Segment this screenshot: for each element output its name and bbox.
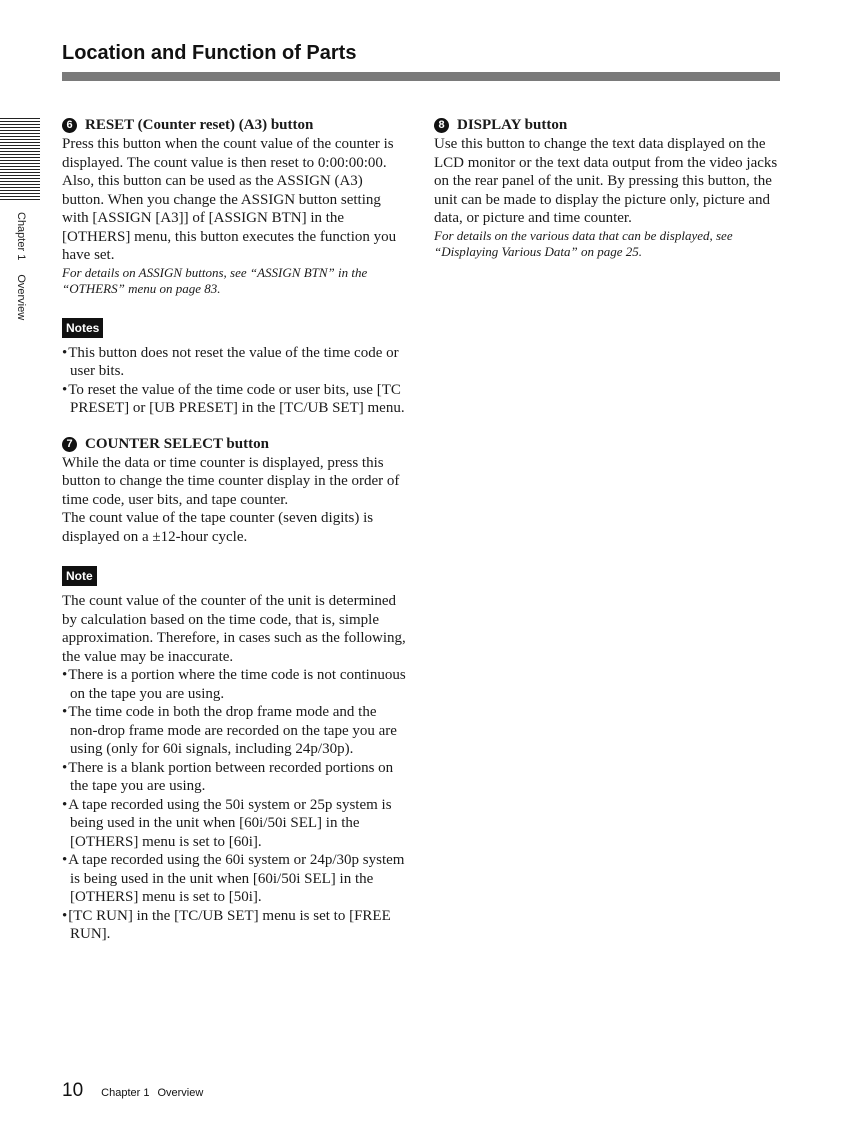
reset-heading <box>62 116 407 135</box>
display-reference: For details on the various data that can be displayed, see “Displaying Various Data” on page 25. <box>434 227 733 259</box>
counter-select-heading-text: COUNTER SELECT button <box>85 435 269 452</box>
notes-label: Notes <box>62 318 103 338</box>
page-title: Location and Function of Parts <box>62 42 357 64</box>
side-tab-chapter: Chapter 1 <box>15 212 27 261</box>
display-heading <box>434 116 780 135</box>
list-item: • There is a portion where the time code is not continuous on the tape you are using. <box>62 666 407 703</box>
note-paragraph: The count value of the counter of the unit is determined by calculation based on the time code, that is, simple approximation. Therefore, in cases such as the following, the value may be inaccurate. <box>62 593 406 665</box>
counter-select-heading <box>62 435 407 454</box>
page-number: 10 <box>62 1080 84 1101</box>
list-item: • To reset the value of the time code or user bits, use [TC PRESET] or [UB PRESET] in the [TC/UB SET] menu. <box>62 381 407 418</box>
display-description: Use this button to change the text data displayed on the LCD monitor or the text data output from the video jacks on the rear panel of the unit. By pressing this button, the unit can be made to display the picture only, picture and data, or picture and time counter. <box>434 136 778 226</box>
display-section <box>434 116 780 261</box>
list-item: • This button does not reset the value of the time code or user bits. <box>62 344 407 381</box>
chapter-tab-marker <box>0 118 40 200</box>
footer-section-label: Overview <box>157 1087 204 1099</box>
note-list <box>62 666 407 944</box>
list-item: • The time code in both the drop frame mode and the non-drop frame mode are recorded on the tape you are using (only for 60i signals, including 24p/30p). <box>62 703 407 759</box>
counter-select-section <box>62 435 407 547</box>
footer-chapter-label: Chapter 1 <box>101 1087 150 1099</box>
reset-section <box>62 116 407 298</box>
item-number-badge: 7 <box>62 437 77 452</box>
side-tab-section: Overview <box>15 274 27 321</box>
list-item: • A tape recorded using the 60i system or 24p/30p system is being used in the unit when [60i/50i SEL] in the [OTHERS] menu is set to [50i]. <box>62 851 407 907</box>
item-number-badge: 8 <box>434 118 449 133</box>
page-footer <box>62 1080 203 1102</box>
chapter-side-tab <box>15 212 27 320</box>
reset-heading-text: RESET (Counter reset) (A3) button <box>85 117 314 133</box>
counter-select-description: While the data or time counter is displayed, press this button to change the time counter display in the order of time code, user bits, and tape counter. <box>62 454 400 508</box>
reset-reference: For details on ASSIGN buttons, see “ASSIGN BTN” in the “OTHERS” menu on page 83. <box>62 264 368 296</box>
note-label: Note <box>62 566 97 586</box>
item-number-badge: 6 <box>62 118 77 133</box>
list-item: • [TC RUN] in the [TC/UB SET] menu is set to [FREE RUN]. <box>62 907 407 944</box>
notes-list <box>62 344 407 418</box>
notes-block <box>62 318 407 418</box>
footer-chapter <box>101 1087 203 1099</box>
right-column <box>434 116 780 261</box>
left-column <box>62 116 407 944</box>
list-item: • A tape recorded using the 50i system or 25p system is being used in the unit when [60i/50i SEL] in the [OTHERS] menu is set to [60i]. <box>62 796 407 852</box>
note-block <box>62 566 407 944</box>
display-heading-text: DISPLAY button <box>457 117 568 133</box>
counter-select-cycle: The count value of the tape counter (seven digits) is displayed on a ±12-hour cycle. <box>62 510 374 545</box>
reset-description: Press this button when the count value of the counter is displayed. The count value is then reset to 0:00:00:00. Also, this button can be used as the ASSIGN (A3) button. When you change the ASSIGN button setting with [ASSIGN [A3]] of [ASSIGN BTN] in the [OTHERS] menu, this button executes the function you have set. <box>62 136 397 263</box>
header-rule <box>62 72 780 81</box>
list-item: • There is a blank portion between recorded portions on the tape you are using. <box>62 759 407 796</box>
